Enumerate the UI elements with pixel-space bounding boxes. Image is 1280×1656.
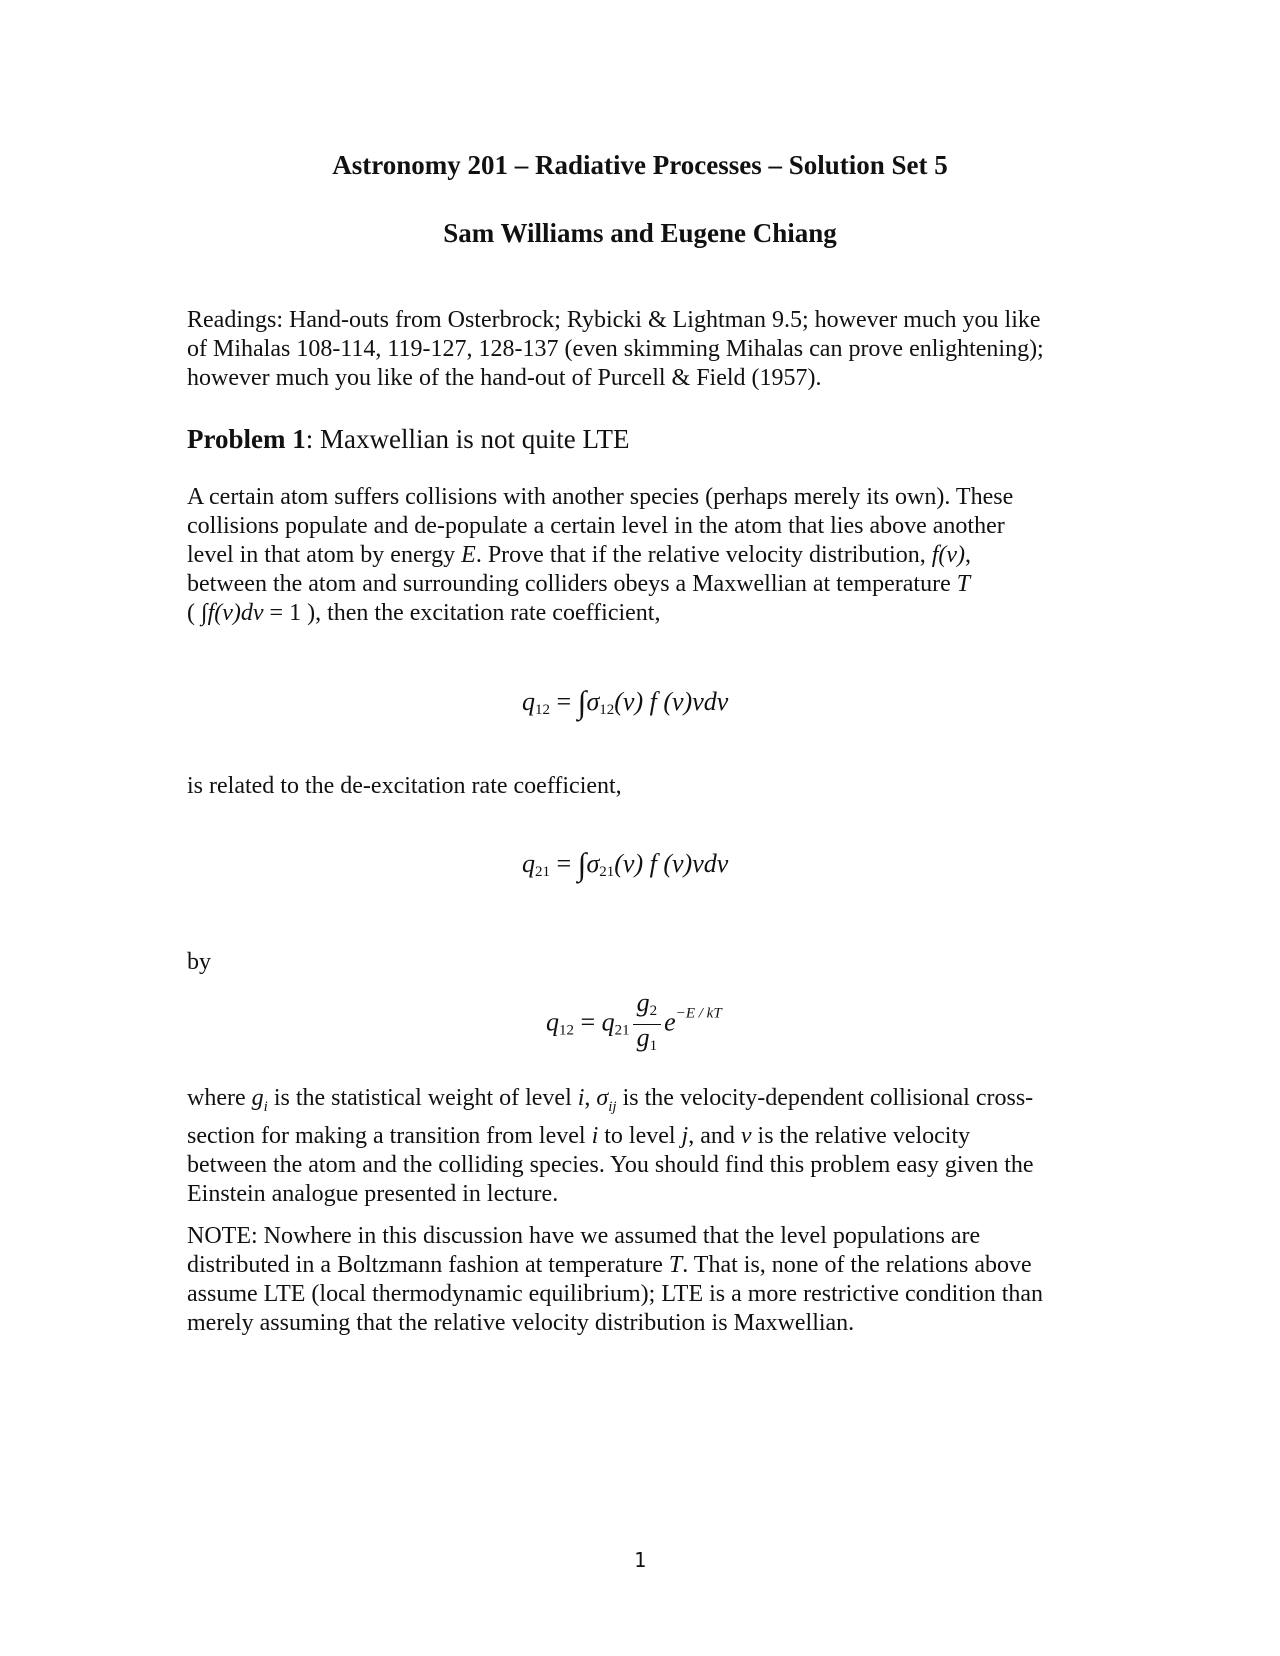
document-title: Astronomy 201 – Radiative Processes – Solution Set 5 [332, 150, 948, 180]
where-line: section for making a transition from level i to level j, and v is the relative velocity [187, 1122, 971, 1149]
statistical-weight-ratio: $\frac{g_2}{g_1}$ [633, 990, 662, 1059]
note-paragraph [187, 1222, 1107, 1338]
equation-excitation-rate: $q_{12} = \int\sigma_{12}(v)$ f (v)vdv [522, 684, 729, 720]
intro-paragraph [187, 483, 1107, 628]
document-authors: Sam Williams and Eugene Chiang [443, 218, 837, 248]
where-line: between the atom and the colliding species. You should find this problem easy given the [187, 1151, 1034, 1178]
note-line: NOTE: Nowhere in this discussion have we assumed that the level populations are [187, 1223, 981, 1249]
note-line: merely assuming that the relative velocity distribution is Maxwellian. [187, 1310, 855, 1336]
intro-line: ( ∫f(v)dv = 1 ), then the excitation rate coefficient, [187, 600, 661, 626]
intro-line: collisions populate and de-populate a certain level in the atom that lies above another [187, 513, 1005, 539]
intro-line: level in that atom by energy E. Prove that if the relative velocity distribution, f(v), [187, 542, 972, 568]
problem-title: : Maxwellian is not quite LTE [305, 424, 630, 454]
where-line: Einstein analogue presented in lecture. [187, 1180, 559, 1207]
related-text: is related to the de-excitation rate coefficient, [187, 773, 622, 799]
where-line: where $g_i$ is the statistical weight of level i, $\sigma_{ij}$ is the velocity-dependent collisional cross- [187, 1085, 1034, 1115]
equation-rate-relation: $q_{12} = q_{21}$ $\frac{g_2}{g_1}$ $e^{-E / kT}$ [546, 990, 722, 1059]
by-text: by [187, 949, 211, 975]
problem-heading [187, 424, 629, 455]
intro-line: between the atom and surrounding colliders obeys a Maxwellian at temperature T [187, 571, 971, 597]
note-line: assume LTE (local thermodynamic equilibrium); LTE is a more restrictive condition than [187, 1281, 1044, 1307]
equation-deexcitation-rate: $q_{21} = \int\sigma_{21}(v)$ f (v)vdv [522, 846, 729, 882]
readings-paragraph [187, 306, 1107, 393]
intro-line: A certain atom suffers collisions with another species (perhaps merely its own). These [187, 484, 1014, 510]
note-line: distributed in a Boltzmann fashion at temperature T. That is, none of the relations above [187, 1252, 1032, 1278]
readings-line: of Mihalas 108-114, 119-127, 128-137 (even skimming Mihalas can prove enlightening); [187, 336, 1044, 362]
readings-line: however much you like of the hand-out of Purcell & Field (1957). [187, 365, 822, 391]
problem-label: Problem 1 [187, 424, 306, 454]
page-number: 1 [633, 1548, 647, 1572]
readings-line: Readings: Hand-outs from Osterbrock; Rybicki & Lightman 9.5; however much you like [187, 307, 1041, 333]
where-paragraph [187, 1084, 1107, 1209]
